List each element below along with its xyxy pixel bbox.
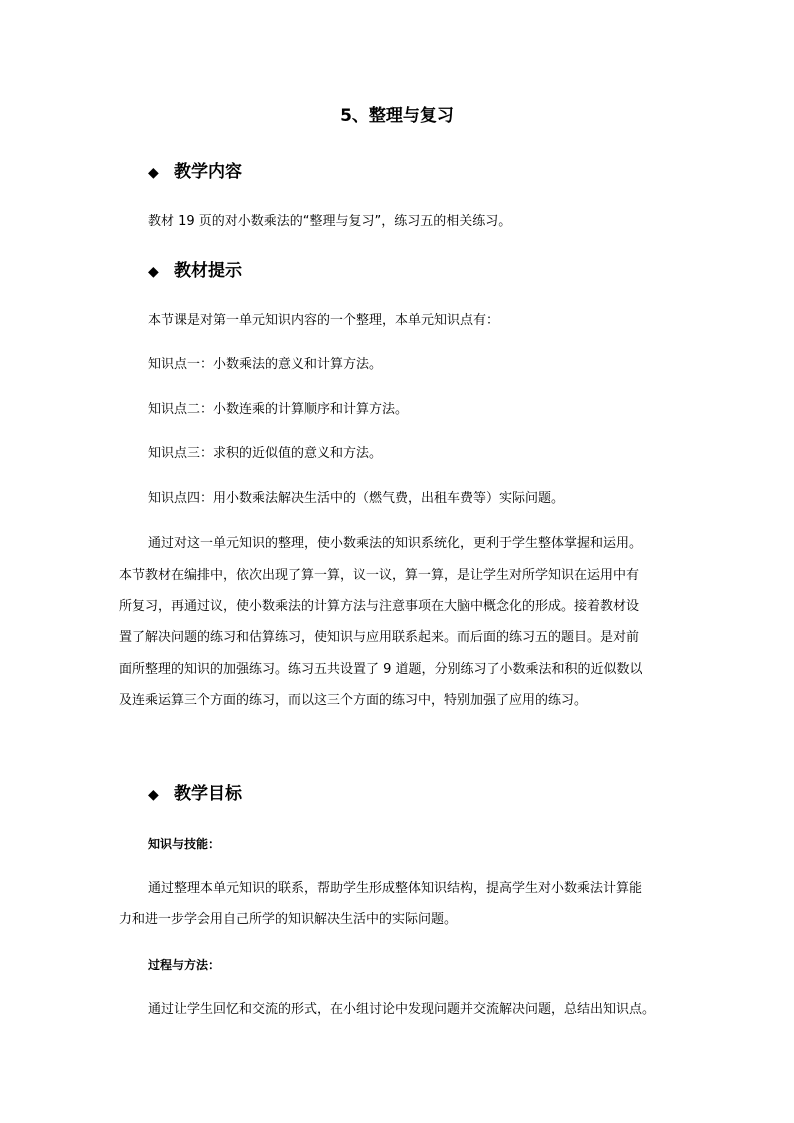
section-heading-label: 教学目标: [174, 784, 242, 804]
knowledge-point: 知识点二：小数连乘的计算顺序和计算方法。: [148, 402, 409, 417]
paragraph-line: 本节教材在编排中，依次出现了算一算，议一议，算一算，是让学生对所学知识在运用中有: [119, 568, 640, 583]
section-heading-textbook-tips: [148, 259, 242, 284]
knowledge-point: 知识点三：求积的近似值的意义和方法。: [148, 446, 383, 461]
paragraph-line: 通过让学生回忆和交流的形式，在小组讨论中发现问题并交流解决问题，总结出知识点。: [148, 1002, 656, 1017]
paragraph-line: 教材 19 页的对小数乘法的“整理与复习”，练习五的相关练习。: [148, 214, 512, 229]
paragraph-line: 本节课是对第一单元知识内容的一个整理，本单元知识点有：: [148, 313, 500, 328]
knowledge-point: 知识点四：用小数乘法解决生活中的（燃气费，出租车费等）实际问题。: [148, 491, 565, 506]
section-heading-teaching-content: [148, 160, 242, 185]
paragraph-line: 及连乘运算三个方面的练习，而以这三个方面的练习中，特别加强了应用的练习。: [119, 693, 588, 708]
section-heading-label: 教材提示: [174, 261, 242, 281]
section-heading-teaching-goals: [148, 782, 242, 807]
diamond-bullet-icon: ◆: [148, 264, 159, 280]
subheading-process-methods: 过程与方法：: [148, 958, 221, 972]
diamond-bullet-icon: ◆: [148, 165, 159, 181]
knowledge-point: 知识点一：小数乘法的意义和计算方法。: [148, 357, 383, 372]
paragraph-line: 置了解决问题的练习和估算练习，使知识与应用联系起来。而后面的练习五的题目。是对前: [119, 630, 640, 645]
paragraph-line: 通过对这一单元知识的整理，使小数乘法的知识系统化，更利于学生整体掌握和运用。: [148, 536, 643, 551]
subheading-knowledge-skills: 知识与技能：: [148, 837, 221, 851]
page-title: 5、整理与复习: [340, 106, 454, 126]
paragraph-line: 力和进一步学会用自己所学的知识解决生活中的实际问题。: [119, 912, 458, 927]
paragraph-line: 通过整理本单元知识的联系，帮助学生形成整体知识结构，提高学生对小数乘法计算能: [148, 881, 643, 896]
paragraph-line: 面所整理的知识的加强练习。练习五共设置了 9 道题，分别练习了小数乘法和积的近似数以: [119, 662, 643, 677]
paragraph-line: 所复习，再通过议，使小数乘法的计算方法与注意事项在大脑中概念化的形成。接着教材设: [119, 599, 640, 614]
section-heading-label: 教学内容: [174, 162, 242, 182]
diamond-bullet-icon: ◆: [148, 787, 159, 803]
